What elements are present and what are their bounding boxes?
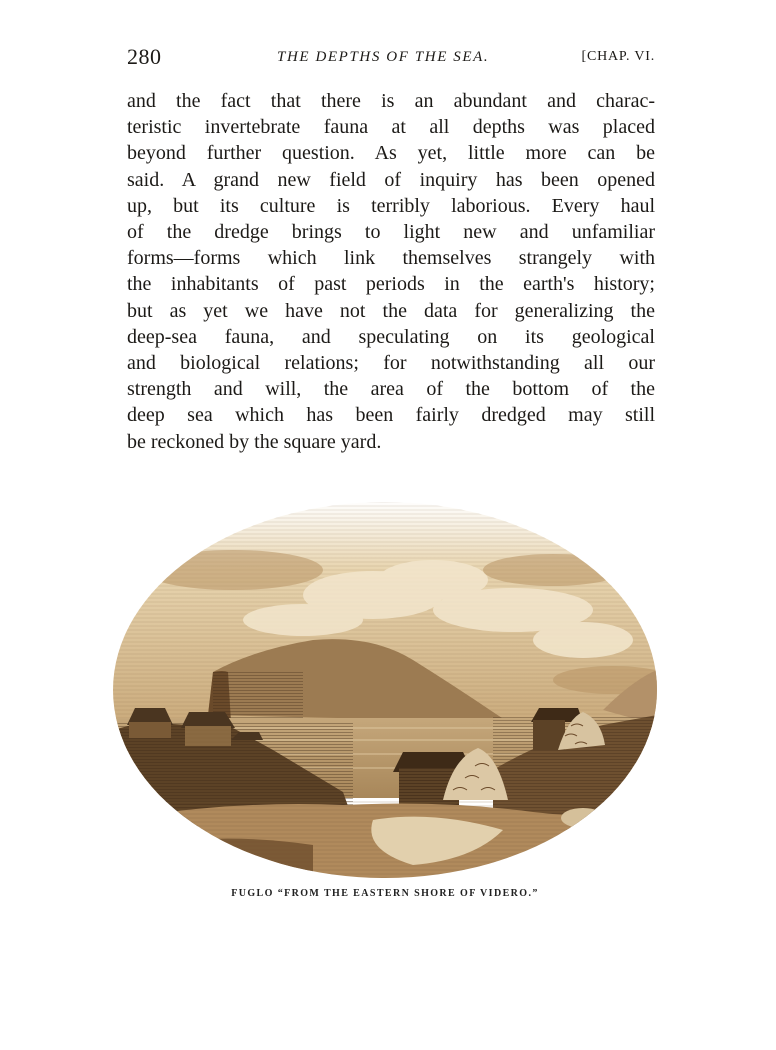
text-line: the inhabitants of past periods in the earth's history; bbox=[127, 273, 655, 296]
text-line: up, but its culture is terribly laborious. Every haul bbox=[127, 194, 655, 217]
text-line: beyond further question. As yet, little more can be bbox=[127, 142, 655, 165]
text-line: deep-sea fauna, and speculating on its geological bbox=[127, 325, 655, 348]
text-line: forms—forms which link themselves strangely with bbox=[127, 247, 655, 270]
page-number: 280 bbox=[127, 44, 162, 69]
engraving-illustration bbox=[113, 500, 657, 880]
running-head bbox=[127, 44, 655, 70]
text-line: but as yet we have not the data for generalizing the bbox=[127, 299, 655, 322]
running-title: THE DEPTHS OF THE SEA. bbox=[277, 49, 490, 65]
body-paragraph bbox=[127, 88, 655, 455]
text-line: and biological relations; for notwithstanding all our bbox=[127, 352, 655, 375]
chapter-reference: [CHAP. VI. bbox=[581, 49, 655, 64]
text-line: and the fact that there is an abundant and charac- bbox=[127, 90, 655, 112]
text-line: be reckoned by the square yard. bbox=[127, 430, 382, 453]
text-line: of the dredge brings to light new and unfamiliar bbox=[127, 221, 655, 244]
text-line: strength and will, the area of the bottom of the bbox=[127, 378, 655, 401]
text-line: teristic invertebrate fauna at all depths was placed bbox=[127, 116, 655, 139]
text-line: deep sea which has been fairly dredged may still bbox=[127, 404, 655, 427]
figure-caption: FUGLO “FROM THE EASTERN SHORE OF VIDERO.” bbox=[231, 888, 539, 899]
text-line: said. A grand new field of inquiry has been opened bbox=[127, 168, 655, 191]
